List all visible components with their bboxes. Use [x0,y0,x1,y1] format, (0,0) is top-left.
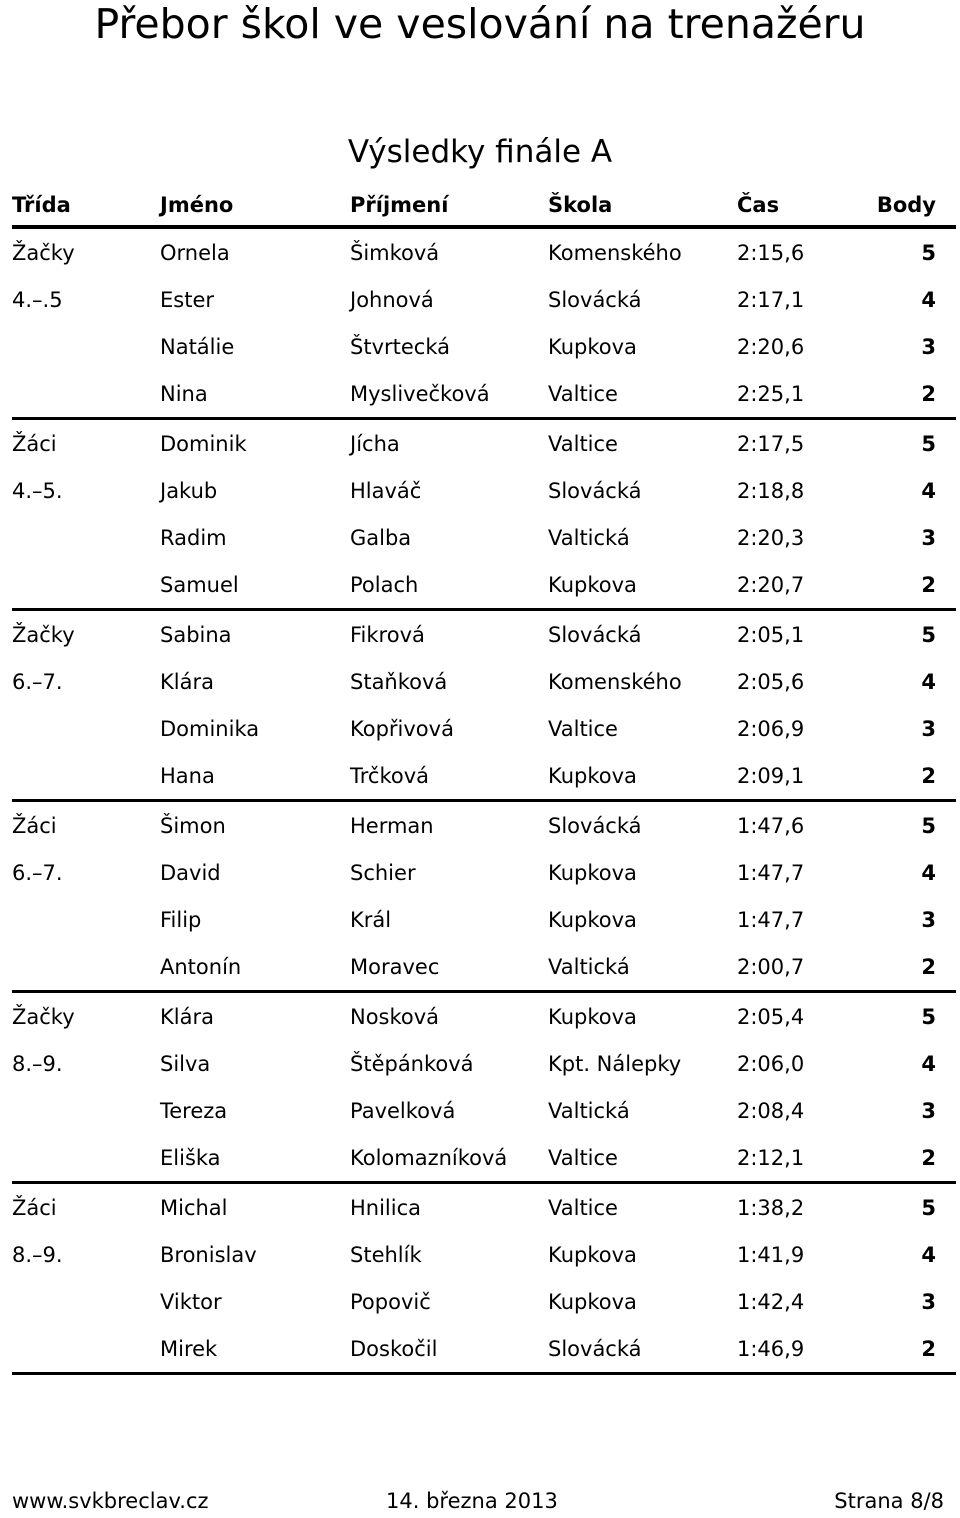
header-points: Body [869,185,956,227]
last-name-cell: Johnová [350,287,434,312]
time-cell: 2:20,7 [737,561,869,610]
class-cell [12,1134,160,1183]
time-cell: 2:06,9 [737,716,805,741]
time-cell: 1:47,6 [737,813,805,838]
time-cell: 1:47,7 [737,907,805,932]
header-last-name: Příjmení [350,185,548,227]
class-cell [12,1278,160,1325]
time-cell: 2:08,4 [737,1098,805,1123]
time-cell: 2:00,7 [737,943,869,992]
school-cell: Valtice [548,370,737,419]
table-row [12,276,956,323]
first-name-cell: Ornela [160,240,230,265]
last-name-cell: Král [350,907,392,932]
first-name-cell: Mirek [160,1325,350,1374]
school-cell: Kupkova [548,1242,637,1267]
table-row [12,752,956,801]
last-name-cell: Galba [350,525,412,550]
header-first-name: Jméno [160,185,350,227]
document-title: Přebor škol ve veslování na trenažéru [94,0,866,48]
class-cell: Žáci [12,431,57,456]
first-name-cell: Radim [160,525,227,550]
first-name-cell: Tereza [160,1098,228,1123]
class-cell [12,1325,160,1374]
first-name-cell: Natálie [160,334,235,359]
time-cell: 2:05,6 [737,669,805,694]
school-cell: Kupkova [548,1004,637,1029]
time-cell: 2:05,4 [737,1004,805,1029]
table-row [12,943,956,992]
class-cell: 4.–.5 [12,287,63,312]
time-cell: 2:20,3 [737,525,805,550]
school-cell: Komenského [548,240,682,265]
points-cell: 5 [921,431,936,456]
footer-page-number: Strana 8/8 [834,1489,944,1513]
footer-date: 14. března 2013 [386,1489,558,1513]
first-name-cell: David [160,860,221,885]
time-cell: 1:41,9 [737,1242,805,1267]
class-cell [12,705,160,752]
time-cell: 2:15,6 [737,240,805,265]
class-cell: 8.–9. [12,1242,63,1267]
table-header-row [12,185,956,227]
school-cell: Kupkova [548,752,737,801]
class-cell: 8.–9. [12,1051,63,1076]
header-time: Čas [737,185,869,227]
points-cell: 5 [921,1004,936,1029]
table-row [12,1325,956,1374]
points-cell: 5 [921,622,936,647]
school-cell: Kupkova [548,1289,637,1314]
school-cell: Valtice [548,716,618,741]
points-cell: 2 [869,943,956,992]
last-name-cell: Polach [350,561,548,610]
table-row [12,419,956,468]
table-row [12,849,956,896]
school-cell: Valtická [548,943,737,992]
class-cell: 6.–7. [12,860,63,885]
school-cell: Komenského [548,669,682,694]
points-cell: 2 [869,370,956,419]
class-cell: 4.–5. [12,478,63,503]
class-cell: 6.–7. [12,669,63,694]
table-row [12,610,956,659]
class-cell: Žačky [12,1004,75,1029]
time-cell: 2:06,0 [737,1051,805,1076]
table-row [12,705,956,752]
last-name-cell: Šimková [350,240,440,265]
school-cell: Valtice [548,431,618,456]
first-name-cell: Ester [160,287,214,312]
first-name-cell: Dominik [160,431,247,456]
first-name-cell: Filip [160,907,202,932]
last-name-cell: Stehlík [350,1242,422,1267]
table-row [12,514,956,561]
last-name-cell: Nosková [350,1004,440,1029]
school-cell: Valtická [548,525,630,550]
first-name-cell: Hana [160,752,350,801]
table-row [12,1183,956,1232]
time-cell: 2:12,1 [737,1134,869,1183]
points-cell: 5 [921,1195,936,1220]
time-cell: 1:47,7 [737,860,805,885]
points-cell: 4 [921,669,936,694]
first-name-cell: Samuel [160,561,350,610]
results-table [12,185,956,1375]
first-name-cell: Silva [160,1051,211,1076]
points-cell: 4 [921,860,936,885]
last-name-cell: Staňková [350,669,448,694]
section-title: Výsledky finále A [347,134,613,170]
school-cell: Slovácká [548,478,642,503]
class-cell [12,896,160,943]
points-cell: 5 [921,813,936,838]
school-cell: Slovácká [548,622,642,647]
points-cell: 4 [921,478,936,503]
last-name-cell: Trčková [350,752,548,801]
points-cell: 4 [921,1051,936,1076]
school-cell: Slovácká [548,1325,737,1374]
last-name-cell: Kopřivová [350,716,454,741]
last-name-cell: Herman [350,813,434,838]
class-cell: Žačky [12,240,75,265]
first-name-cell: Nina [160,370,350,419]
class-cell: Žačky [12,622,75,647]
table-row [12,561,956,610]
table-row [12,323,956,370]
class-cell [12,943,160,992]
last-name-cell: Štěpánková [350,1051,474,1076]
last-name-cell: Hlaváč [350,478,422,503]
points-cell: 3 [921,1289,936,1314]
table-row [12,1134,956,1183]
points-cell: 2 [869,561,956,610]
class-cell: Žáci [12,813,57,838]
table-row [12,467,956,514]
school-cell: Kupkova [548,907,637,932]
time-cell: 1:42,4 [737,1289,805,1314]
points-cell: 3 [921,907,936,932]
class-cell [12,370,160,419]
school-cell: Kupkova [548,860,637,885]
points-cell: 2 [869,752,956,801]
last-name-cell: Schier [350,860,416,885]
school-cell: Slovácká [548,813,642,838]
class-cell [12,752,160,801]
points-cell: 4 [921,287,936,312]
footer-website: www.svkbreclav.cz [12,1489,209,1513]
page-footer [12,1486,944,1516]
time-cell: 2:17,1 [737,287,805,312]
table-row [12,658,956,705]
time-cell: 2:05,1 [737,622,805,647]
table-row [12,896,956,943]
table-row [12,1040,956,1087]
points-cell: 3 [921,716,936,741]
time-cell: 2:09,1 [737,752,869,801]
class-cell [12,514,160,561]
class-cell [12,1087,160,1134]
school-cell: Kpt. Nálepky [548,1051,682,1076]
table-row [12,1231,956,1278]
first-name-cell: Antonín [160,943,350,992]
first-name-cell: Dominika [160,716,260,741]
class-cell [12,323,160,370]
points-cell: 4 [921,1242,936,1267]
first-name-cell: Jakub [160,478,218,503]
last-name-cell: Štvrtecká [350,334,450,359]
table-row [12,370,956,419]
results-body [12,227,956,1374]
first-name-cell: Eliška [160,1134,350,1183]
time-cell: 1:46,9 [737,1325,869,1374]
points-cell: 2 [869,1134,956,1183]
last-name-cell: Fikrová [350,622,425,647]
school-cell: Kupkova [548,334,637,359]
last-name-cell: Myslivečková [350,370,548,419]
time-cell: 2:18,8 [737,478,805,503]
first-name-cell: Bronislav [160,1242,257,1267]
time-cell: 2:17,5 [737,431,805,456]
last-name-cell: Popovič [350,1289,431,1314]
points-cell: 5 [921,240,936,265]
last-name-cell: Kolomazníková [350,1134,548,1183]
points-cell: 3 [921,334,936,359]
header-class: Třída [12,185,160,227]
time-cell: 2:20,6 [737,334,805,359]
last-name-cell: Pavelková [350,1098,456,1123]
first-name-cell: Klára [160,1004,214,1029]
last-name-cell: Hnilica [350,1195,422,1220]
table-row [12,801,956,850]
points-cell: 3 [921,1098,936,1123]
points-cell: 2 [869,1325,956,1374]
first-name-cell: Viktor [160,1289,222,1314]
points-cell: 3 [921,525,936,550]
school-cell: Valtická [548,1098,630,1123]
first-name-cell: Sabina [160,622,232,647]
first-name-cell: Klára [160,669,214,694]
last-name-cell: Doskočil [350,1325,548,1374]
last-name-cell: Moravec [350,943,548,992]
class-cell [12,561,160,610]
school-cell: Kupkova [548,561,737,610]
table-row [12,1278,956,1325]
class-cell: Žáci [12,1195,57,1220]
table-row [12,1087,956,1134]
table-row [12,227,956,276]
first-name-cell: Michal [160,1195,228,1220]
last-name-cell: Jícha [350,431,400,456]
time-cell: 1:38,2 [737,1195,805,1220]
first-name-cell: Šimon [160,813,226,838]
time-cell: 2:25,1 [737,370,869,419]
school-cell: Valtice [548,1134,737,1183]
header-school: Škola [548,185,737,227]
table-row [12,992,956,1041]
school-cell: Valtice [548,1195,618,1220]
school-cell: Slovácká [548,287,642,312]
